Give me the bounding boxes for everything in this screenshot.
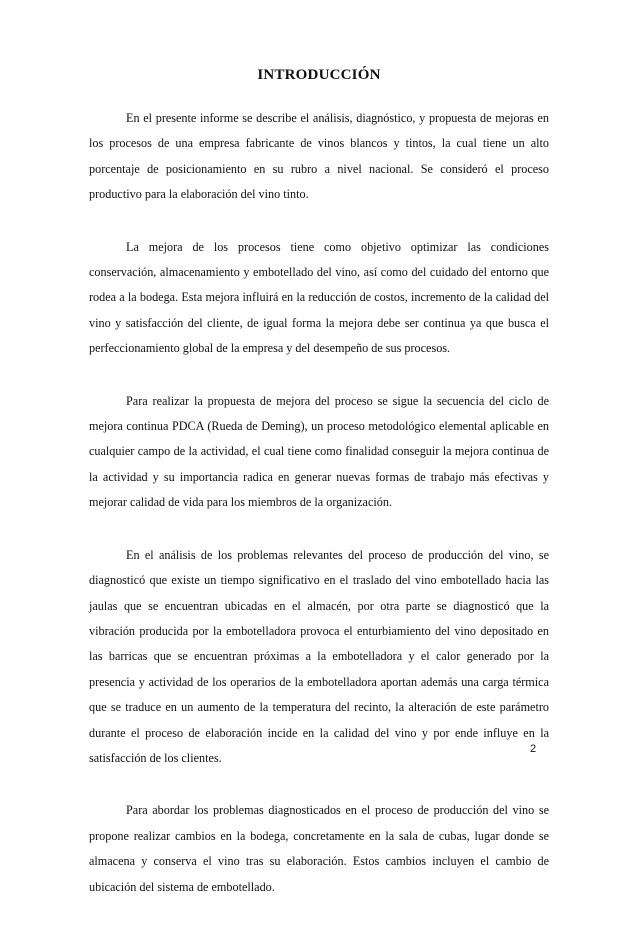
page-title: INTRODUCCIÓN xyxy=(257,67,381,83)
document-body xyxy=(89,106,549,927)
paragraph-1: En el presente informe se describe el análisis, diagnóstico, y propuesta de mejoras en los procesos de una empresa fabricante de vinos blancos y tintos, la cual tiene un alto porcentaje de posicionamiento en su rubro a nivel nacional. Se consideró el proceso productivo para la elaboración del vino tinto. xyxy=(89,111,549,202)
page-number: 2 xyxy=(530,743,537,755)
paragraph-4: En el análisis de los problemas relevantes del proceso de producción del vino, se diagnosticó que existe un tiempo significativo en el traslado del vino embotellado hacia las jaulas que se encuentran ubicadas en el almacén, por otra parte se diagnosticó que la vibración producida por la embotelladora provoca el enturbiamiento del vino depositado en las barricas que se encuentran próximas a la embotelladora y el calor generado por la presencia y actividad de los operarios de la embotelladora aportan además una carga térmica que se traduce en un aumento de la temperatura del recinto, la alteración de este parámetro durante el proceso de elaboración incide en la calidad del vino y por ende influye en la satisfacción de los clientes. xyxy=(89,547,549,765)
paragraph-3: Para realizar la propuesta de mejora del proceso se sigue la secuencia del ciclo de mejora continua PDCA (Rueda de Deming), un proceso metodológico elemental aplicable en cualquier campo de la actividad, el cual tiene como finalidad conseguir la mejora continua de la actividad y su importancia radica en generar nuevas formas de trabajo más efectivas y mejorar calidad de vida para los miembros de la organización. xyxy=(89,393,549,510)
paragraph-2: La mejora de los procesos tiene como objetivo optimizar las condiciones conservación, almacenamiento y embotellado del vino, así como del cuidado del entorno que rodea a la bodega. Esta mejora influirá en la reducción de costos, incremento de la calidad del vino y satisfacción del cliente, de igual forma la mejora debe ser continua ya que busca el perfeccionamiento global de la empresa y del desempeño de sus procesos. xyxy=(89,239,549,356)
paragraph-5: Para abordar los problemas diagnosticados en el proceso de producción del vino se propone realizar cambios en la bodega, concretamente en la sala de cubas, lugar donde se almacena y conserva el vino tras su elaboración. Estos cambios incluyen el cambio de ubicación del sistema de embotellado. xyxy=(89,803,549,894)
